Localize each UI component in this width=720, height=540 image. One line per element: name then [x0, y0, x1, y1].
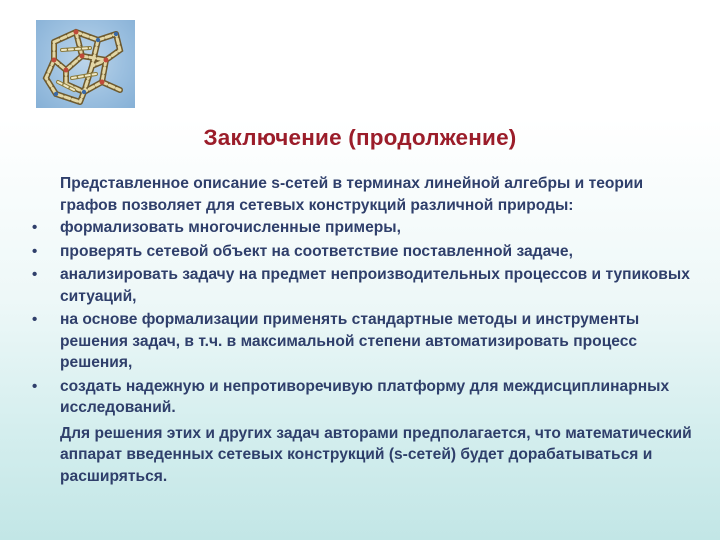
list-item: [32, 241, 700, 263]
list-item: [32, 217, 700, 239]
slide-title: Заключение (продолжение): [203, 125, 517, 150]
slide-body: [32, 173, 700, 487]
bullet-icon: •: [32, 219, 38, 236]
bullet-list: [32, 217, 700, 419]
conclusion-paragraph: Для решения этих и других задач авторами предполагается, что математический аппарат введенных сетевых конструкций (s-сетей) будет дорабатываться и расширяться.: [60, 424, 692, 485]
list-item-text: на основе формализации применять стандартные методы и инструменты решения задач, в т.ч. в максимальной степени автоматизировать процесс решения,: [60, 311, 640, 371]
list-item-text: формализовать многочисленные примеры,: [60, 219, 401, 236]
list-item: [32, 309, 700, 374]
list-item: [32, 376, 700, 419]
list-item: [32, 264, 700, 307]
molecule-network-icon: [36, 20, 135, 108]
bullet-icon: •: [32, 266, 38, 283]
molecule-network-graphic: [36, 20, 135, 108]
list-item-text: проверять сетевой объект на соответствие поставленной задаче,: [60, 242, 573, 260]
intro-paragraph: Представленное описание s-сетей в терминах линейной алгебры и теории графов позволяет для сетевых конструкций различной природы:: [60, 175, 644, 214]
bullet-icon: •: [32, 377, 38, 395]
bullet-icon: •: [32, 311, 38, 328]
bullet-icon: •: [32, 242, 38, 260]
list-item-text: анализировать задачу на предмет непроизводительных процессов и тупиковых ситуаций,: [60, 266, 690, 305]
list-item-text: создать надежную и непротиворечивую платформу для междисциплинарных исследований.: [60, 377, 670, 416]
